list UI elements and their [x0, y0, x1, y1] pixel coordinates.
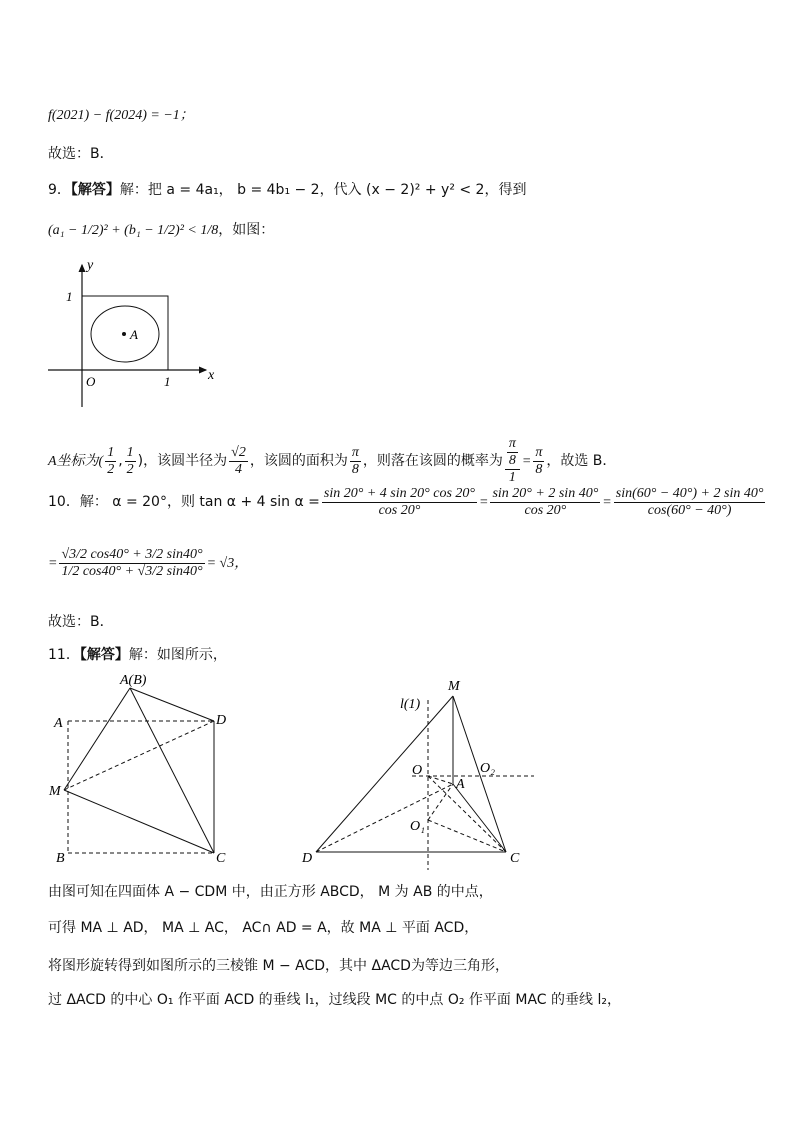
- answer-choice-line: 故选：B．: [48, 146, 114, 162]
- edge-ad: [130, 688, 214, 721]
- dashed-o1c: [428, 820, 506, 852]
- label-d: D: [216, 713, 227, 728]
- q10-head: 10．解： α = 20°，则 tan α + 4 sin α =: [48, 494, 320, 510]
- q10-frac-1: $\frac{\sin 20^\circ + 4 \sin 20^\circ \cos 20^\circ}{\cos 20^\circ}$: [323, 485, 476, 518]
- tick-x-1: 1: [164, 374, 171, 389]
- label-o: O: [412, 763, 423, 778]
- label-a: A: [456, 777, 465, 792]
- dashed-oa: [428, 776, 453, 784]
- q9-conclusion-b: )，该圆半径为: [137, 453, 228, 469]
- equation-line-f2021: f(2021) − f(2024) = −1；: [48, 108, 194, 123]
- q9-text: 解：把 a = 4a₁， b = 4b₁ − 2，代入 (x − 2)² + y² < 2，得到: [119, 182, 527, 198]
- x-axis-label: x: [208, 368, 215, 383]
- edge-dm: [316, 696, 453, 852]
- tick-y-1: 1: [66, 289, 73, 304]
- q9-conclusion-a: A坐标为(: [48, 454, 104, 469]
- q9-conclusion: A坐标为( $\frac{1}{2}$ , $\frac{1}{2}$ )，该圆半径为 $\frac{√2}{4}$ ，该圆的面积为 $\frac{\pi}{8}$ ，则落在该圆的概率为 $\frac{\frac{\pi}{8}}{1}$ = $\frac{\pi}{8}$ ，故选 B．: [48, 436, 617, 485]
- label-d: D: [302, 851, 313, 866]
- frac-half-2: $\frac{1}{2}$: [126, 444, 134, 477]
- frac-radius: $\frac{√2}{4}$: [231, 444, 246, 477]
- q10-result: = √3，: [206, 556, 249, 571]
- label-m: M: [448, 679, 460, 694]
- q11-text: 解：如图所示，: [128, 647, 227, 663]
- dashed-oc: [428, 776, 506, 852]
- q9-conclusion-e: ，故选 B．: [546, 453, 617, 469]
- frac-prob: $\frac{\pi}{8}$: [535, 444, 543, 477]
- dashed-da: [316, 784, 453, 852]
- q9-inequality-expr: (a₁ − 1/2)² + (b₁ − 1/2)² < 1/8: [48, 223, 219, 238]
- q9-conclusion-c: ，该圆的面积为: [249, 453, 348, 469]
- q10-line1: 10．解： α = 20°，则 tan α + 4 sin α = $\frac{\sin 20^\circ + 4 \sin 20^\circ \cos 20^\circ}{\cos 20^\circ}$ = $\frac{\sin 20^\circ + 2 \sin 40^\circ}{\cos 20^\circ}$ = $\frac{\sin(60^\circ - 40^\circ) + 2 \sin 40^\circ}{\cos(60^\circ - 40^\circ)}$: [48, 485, 764, 518]
- label-b: B: [56, 851, 65, 866]
- q10-line2: = $\frac{√3/2 \cos 40^\circ + 3/2 \sin 40^\circ}{1/2 \cos 40^\circ + √3/2 \sin 40^\circ}$ = √3，: [48, 546, 249, 579]
- q9-coordinate-figure: [44, 255, 224, 415]
- y-axis-label: y: [87, 258, 94, 273]
- q11-paragraph-3: 将图形旋转得到如图所示的三棱锥 M − ACD，其中 ΔACD为等边三角形，: [48, 958, 509, 974]
- q10-choose: 故选：B．: [48, 614, 114, 630]
- q11-paragraph-2: 可得 MA ⊥ AD， MA ⊥ AC， AC∩ AD = A，故 MA ⊥ 平面 ACD，: [48, 920, 479, 936]
- q11-paragraph-1: 由图可知在四面体 A − CDM 中，由正方形 ABCD， M 为 AB 的中点，: [48, 884, 493, 900]
- q9-inequality-suffix: ，如图：: [218, 222, 275, 238]
- origin-label: O: [86, 374, 96, 389]
- q11-figure-square: [44, 668, 244, 868]
- q9-number: 9．: [48, 182, 71, 198]
- frac-half-1: $\frac{1}{2}$: [107, 444, 115, 477]
- label-c: C: [510, 851, 520, 866]
- label-ab: A(B): [120, 673, 147, 688]
- q10-frac-big: $\frac{√3/2 \cos 40^\circ + 3/2 \sin 40^\circ}{1/2 \cos 40^\circ + √3/2 \sin 40^\circ}$: [61, 546, 203, 579]
- q9-tag: 【解答】: [70, 182, 120, 198]
- edge-ac: [130, 688, 214, 853]
- q10-frac-2: $\frac{\sin 20^\circ + 2 \sin 40^\circ}{\cos 20^\circ}$: [492, 485, 599, 518]
- q9-conclusion-d: ，则落在该圆的概率为: [362, 453, 503, 469]
- q9-inequality: [48, 220, 274, 241]
- label-o1: O₁: [410, 819, 425, 834]
- dashed-o1a: [428, 784, 453, 820]
- q11-paragraph-4: 过 ΔACD 的中心 O₁ 作平面 ACD 的垂线 l₁，过线段 MC 的中点 O₂ 作平面 MAC 的垂线 l₂，: [48, 992, 621, 1008]
- q11-number: 11．: [48, 647, 80, 663]
- label-l: l(1): [400, 697, 421, 712]
- q11-figure-pyramid: [296, 672, 546, 872]
- frac-area: $\frac{\pi}{8}$: [351, 444, 359, 477]
- label-o2: O₂: [480, 761, 495, 776]
- label-m: M: [49, 784, 61, 799]
- label-a: A: [54, 716, 63, 731]
- q10-frac-3: $\frac{\sin(60^\circ - 40^\circ) + 2 \sin 40^\circ}{\cos(60^\circ - 40^\circ)}$: [615, 485, 764, 518]
- frac-prob-compound: $\frac{\frac{\pi}{8}}{1}$: [505, 436, 520, 486]
- q11-tag: 【解答】: [79, 647, 129, 663]
- q9-header: [48, 180, 526, 200]
- edge-mc: [64, 790, 214, 853]
- label-c: C: [216, 851, 226, 866]
- point-a-label: A: [130, 327, 138, 342]
- edge-ac: [453, 784, 506, 852]
- point-a-dot: [122, 332, 126, 336]
- q11-header: [48, 645, 227, 665]
